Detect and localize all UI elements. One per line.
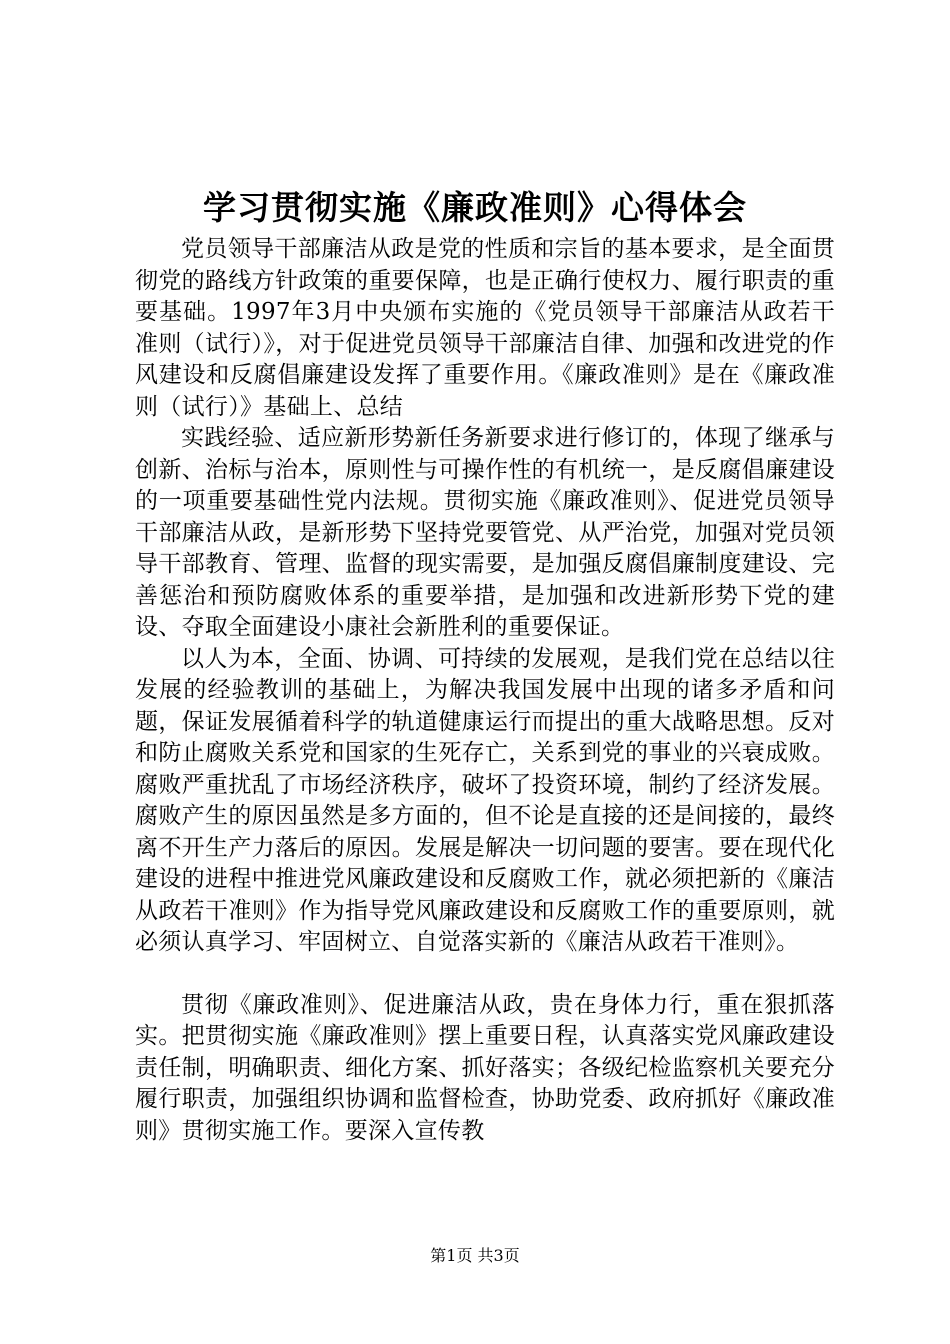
document-body xyxy=(135,234,835,1147)
paragraph-3: 以人为本，全面、协调、可持续的发展观，是我们党在总结以往发展的经验教训的基础上，为解决我国发展中出现的诸多矛盾和问题，保证发展循着科学的轨道健康运行而提出的重大战略思想。反对和防止腐败关系党和国家的生死存亡，关系到党的事业的兴衰成败。腐败严重扰乱了市场经济秩序，破坏了投资环境，制约了经济发展。腐败产生的原因虽然是多方面的，但不论是直接的还是间接的，最终离不开生产力落后的原因。发展是解决一切问题的要害。要在现代化建设的进程中推进党风廉政建设和反腐败工作，就必须把新的《廉洁从政若干准则》作为指导党风廉政建设和反腐败工作的重要原则，就必须认真学习、牢固树立、自觉落实新的《廉洁从政若干准则》。 xyxy=(135,645,835,955)
paragraph-2: 实践经验、适应新形势新任务新要求进行修订的，体现了继承与创新、治标与治本，原则性与可操作性的有机统一，是反腐倡廉建设的一项重要基础性党内法规。贯彻实施《廉政准则》、促进党员领导干部廉洁从政，是新形势下坚持党要管党、从严治党，加强对党员领导干部教育、管理、监督的现实需要，是加强反腐倡廉制度建设、完善惩治和预防腐败体系的重要举措，是加强和改进新形势下党的建设、夺取全面建设小康社会新胜利的重要保证。 xyxy=(135,425,835,640)
page-number-footer: 第1页 共3页 xyxy=(430,1246,520,1265)
paragraph-1: 党员领导干部廉洁从政是党的性质和宗旨的基本要求，是全面贯彻党的路线方针政策的重要保障，也是正确行使权力、履行职责的重要基础。1997年3月中央颁布实施的《党员领导干部廉洁从政若干准则（试行）》，对于促进党员领导干部廉洁自律、加强和改进党的作风建设和反腐倡廉建设发挥了重要作用。《廉政准则》是在《廉政准则（试行）》基础上、总结 xyxy=(135,236,835,420)
document-title: 学习贯彻实施《廉政准则》心得体会 xyxy=(203,188,747,227)
paragraph-4: 贯彻《廉政准则》、促进廉洁从政，贵在身体力行，重在狠抓落实。把贯彻实施《廉政准则》摆上重要日程，认真落实党风廉政建设责任制，明确职责、细化方案、抓好落实；各级纪检监察机关要充分履行职责，加强组织协调和监督检查，协助党委、政府抓好《廉政准则》贯彻实施工作。要深入宣传教 xyxy=(135,991,835,1144)
